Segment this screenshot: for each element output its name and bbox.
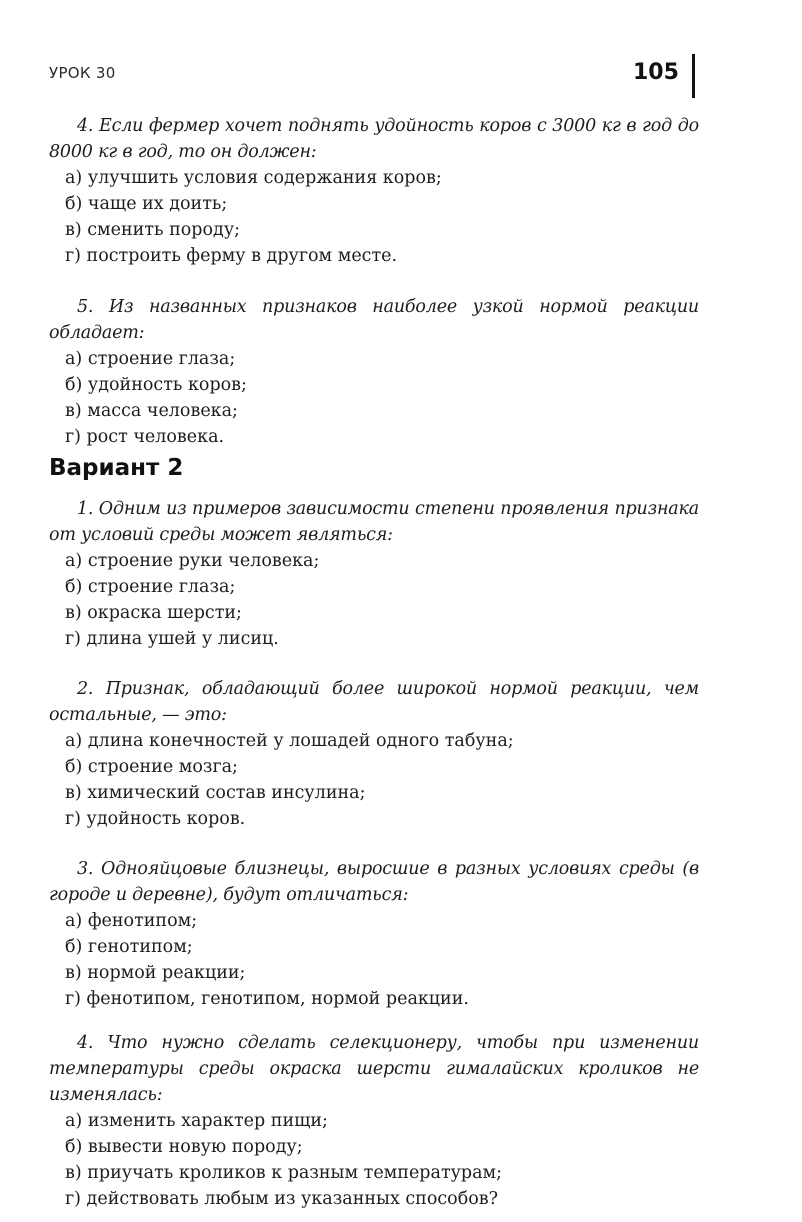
question-v1-q5 — [49, 294, 699, 450]
answer-option-a: а) строение глаза; — [65, 349, 236, 369]
answer-option-d: г) удойность коров. — [65, 809, 246, 829]
answer-option-a: а) изменить характер пищи; — [65, 1111, 328, 1131]
answer-option-d: г) построить ферму в другом месте. — [65, 246, 398, 266]
answer-option-d: г) длина ушей у лисиц. — [65, 629, 279, 649]
answer-options — [49, 165, 699, 269]
question-text: 3. Однояйцовые близнецы, выросшие в разных условиях среды (в городе и деревне), будут отличаться: — [49, 859, 699, 905]
answer-option-b: б) чаще их доить; — [65, 194, 228, 214]
answer-option-a: а) улучшить условия содержания коров; — [65, 168, 442, 188]
answer-option-c: в) окраска шерсти; — [65, 603, 242, 623]
answer-option-a: а) фенотипом; — [65, 911, 198, 931]
question-text: 1. Одним из примеров зависимости степени проявления признака от условий среды может являться: — [49, 499, 699, 545]
running-head: УРОК 30 — [49, 64, 116, 82]
question-text: 4. Если фермер хочет поднять удойность коров с 3000 кг в год до 8000 кг в год, то он должен: — [49, 116, 699, 162]
question-v1-q4 — [49, 113, 699, 269]
answer-option-c: в) нормой реакции; — [65, 963, 246, 983]
answer-option-b: б) генотипом; — [65, 937, 193, 957]
answer-options — [49, 728, 699, 832]
variant-heading: Вариант 2 — [49, 455, 184, 481]
answer-option-b: б) строение глаза; — [65, 577, 236, 597]
answer-option-a: а) строение руки человека; — [65, 551, 320, 571]
question-text: 2. Признак, обладающий более широкой нормой реакции, чем остальные, — это: — [49, 679, 699, 725]
answer-option-d: г) рост человека. — [65, 427, 225, 447]
page-number: 105 — [633, 60, 679, 85]
answer-option-c: в) масса человека; — [65, 401, 238, 421]
answer-option-c: в) приучать кроликов к разным температурам; — [65, 1163, 503, 1183]
question-text: 5. Из названных признаков наиболее узкой нормой реакции обладает: — [49, 297, 699, 343]
answer-option-b: б) строение мозга; — [65, 757, 238, 777]
answer-options — [49, 346, 699, 450]
question-v2-q3 — [49, 856, 699, 1012]
answer-options — [49, 908, 699, 1012]
answer-option-a: а) длина конечностей у лошадей одного табуна; — [65, 731, 514, 751]
question-text: 4. Что нужно сделать селекционеру, чтобы при изменении температуры среды окраска шерсти гималайских кроликов не изменялась: — [49, 1033, 699, 1105]
answer-options — [49, 548, 699, 652]
answer-option-b: б) вывести новую породу; — [65, 1137, 303, 1157]
answer-options — [49, 1108, 699, 1212]
page-number-rule — [692, 54, 695, 98]
answer-option-d: г) действовать любым из указанных способов? — [65, 1189, 499, 1209]
answer-option-b: б) удойность коров; — [65, 375, 247, 395]
question-v2-q2 — [49, 676, 699, 832]
answer-option-c: в) сменить породу; — [65, 220, 241, 240]
question-v2-q1 — [49, 496, 699, 652]
answer-option-d: г) фенотипом, генотипом, нормой реакции. — [65, 989, 469, 1009]
answer-option-c: в) химический состав инсулина; — [65, 783, 366, 803]
question-v2-q4 — [49, 1030, 699, 1212]
